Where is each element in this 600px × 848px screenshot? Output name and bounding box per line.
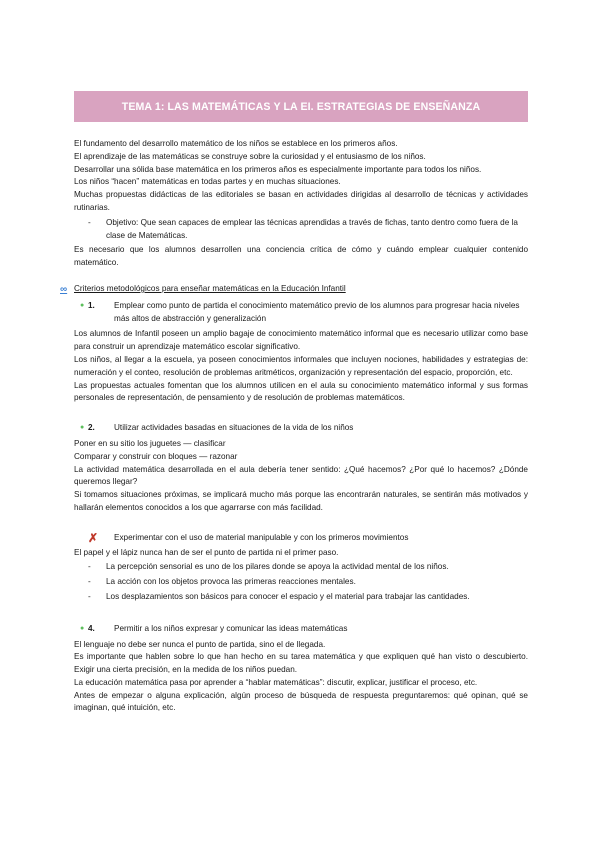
list-item: - La acción con los objetos provoca las primeras reacciones mentales. (74, 576, 528, 589)
section-1-heading: ● 1. Emplear como punto de partida el conocimiento matemático previo de los alumnos para progresar hacia niveles más altos de abstracción y generalización (74, 300, 528, 326)
paragraph: El fundamento del desarrollo matemático de los niños se establece en los primeros años. (74, 139, 398, 148)
paragraph: Los niños “hacen” matemáticas en todas partes y en muchas situaciones. (74, 177, 341, 187)
paragraph: Antes de empezar o alguna explicación, algún proceso de búsqueda de respuesta preguntaremos: qué opinan, qué se imaginan, qué intuición, etc. (74, 690, 528, 713)
dash-bullet: - (88, 217, 91, 227)
paragraph: Es importante que hablen sobre lo que han hecho en su tarea matemática y que expliquen qué han visto o descubierto. Exigir una cierta precisión, en la medida de los niños puedan. (74, 652, 528, 675)
document-body (60, 138, 528, 715)
dash-bullet: - (88, 577, 91, 587)
paragraph: La educación matemática pasa por aprender a “hablar matemáticas”: discutir, explicar, justificar el proceso, etc. (74, 677, 478, 687)
list-item: - Los desplazamientos son básicos para conocer el espacio y el material para trabajar las cantidades. (74, 591, 528, 604)
paragraph: El lenguaje no debe ser nunca el punto de partida, sino el de llegada. (74, 639, 326, 649)
paragraph: Es necesario que los alumnos desarrollen una conciencia crítica de cómo y cuándo emplear cualquier contenido matemático. (74, 245, 528, 268)
paragraph: Las propuestas actuales fomentan que los alumnos utilicen en el aula su conocimiento matemático informal y sus formas personales de representación, de pensamiento y de resolución de problemas matemáticos. (74, 380, 528, 403)
paragraph: Los alumnos de Infantil poseen un amplio bagaje de conocimiento matemático informal que es necesario utilizar como base para construir un aprendizaje matemático escolar significativo. (74, 329, 528, 352)
link-icon: ∞ (60, 283, 68, 295)
paragraph: El papel y el lápiz nunca han de ser el punto de partida ni el primer paso. (74, 547, 339, 557)
page-title: TEMA 1: LAS MATEMÁTICAS Y LA EI. ESTRATEGIAS DE ENSEÑANZA (74, 91, 528, 122)
list-item: - La percepción sensorial es uno de los pilares donde se apoya la actividad mental de los niños. (74, 561, 528, 574)
bullet-icon: ● (80, 301, 85, 309)
paragraph: Si tomamos situaciones próximas, se implicará mucho más porque las encontrarán naturales, se sentirán más motivados y hallarán elementos conocidos a los que agarrarse con más facilidad. (74, 490, 528, 512)
objetivo-item: - Objetivo: Que sean capaces de emplear las técnicas aprendidas a través de fichas, tanto dentro como fuera de la clase de Matemáticas. (74, 217, 528, 243)
cross-icon: ✗ (88, 530, 99, 545)
section-2-heading: ● 2. Utilizar actividades basadas en situaciones de la vida de los niños (74, 422, 528, 435)
criterios-heading: ∞ Criterios metodológicos para enseñar matemáticas en la Educación Infantil (60, 283, 346, 295)
paragraph: Poner en su sitio los juguetes — clasificar (74, 438, 226, 448)
bullet-icon: ● (80, 624, 85, 632)
dash-bullet: - (88, 562, 91, 572)
paragraph: La actividad matemática desarrollada en el aula debería tener sentido: ¿Qué hacemos? ¿Por qué lo hacemos? ¿Dónde queremos llegar? (74, 464, 528, 487)
paragraph: Comparar y construir con bloques — razonar (74, 451, 238, 461)
paragraph: Desarrollar una sólida base matemática en los primeros años es especialmente importante para todos los niños. (74, 164, 482, 174)
paragraph: Los niños, al llegar a la escuela, ya poseen conocimientos informales que incluyen nociones, habilidades y estrategias de: numeración y el conteo, resolución de problemas aritméticos, organización y representación del espacio, proporción, etc. (74, 354, 528, 377)
section-4-heading: ● 4. Permitir a los niños expresar y comunicar las ideas matemáticas (74, 623, 528, 636)
dash-bullet: - (88, 591, 91, 601)
bullet-icon: ● (80, 424, 85, 432)
paragraph: Muchas propuestas didácticas de las editoriales se basan en actividades dirigidas al desarrollo de técnicas y actividades rutinarias. (74, 190, 528, 212)
paragraph: El aprendizaje de las matemáticas se construye sobre la curiosidad y el entusiasmo de los niños. (74, 151, 426, 161)
section-3-heading: ✗ Experimentar con el uso de material manipulable y con los primeros movimientos (74, 532, 528, 545)
